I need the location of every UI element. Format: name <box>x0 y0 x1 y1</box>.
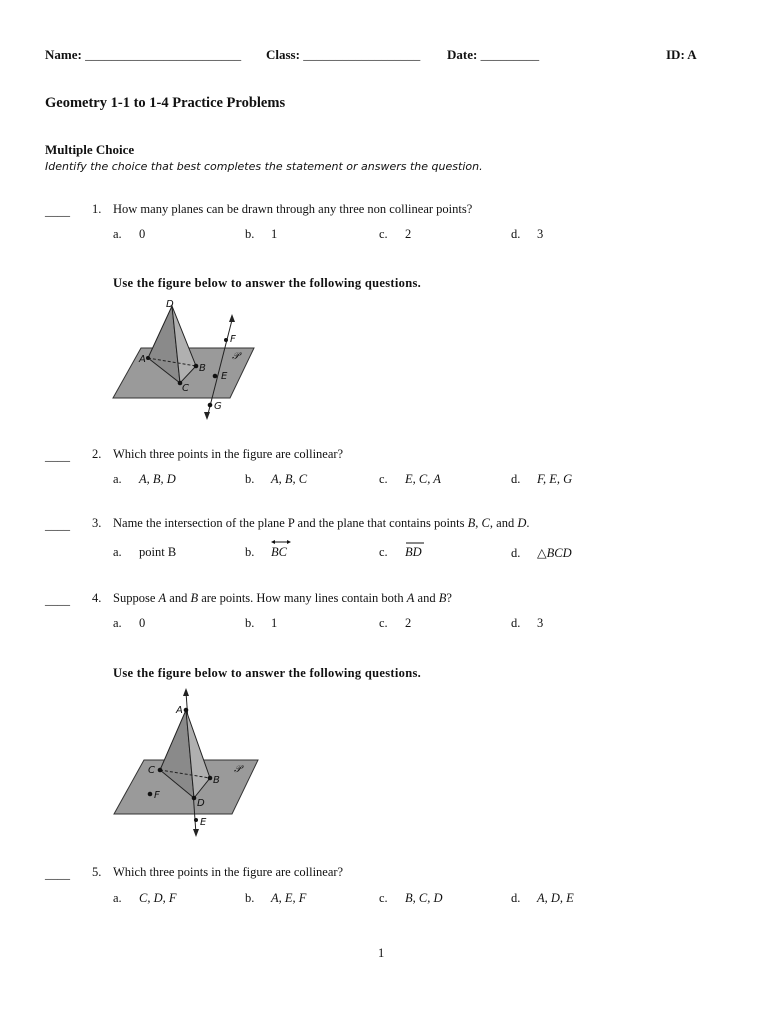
point-a-label: A <box>139 354 146 365</box>
answer-blank-3: ____ <box>45 518 70 532</box>
question-text-5: Which three points in the figure are collinear? <box>113 865 344 879</box>
date-field <box>447 47 539 63</box>
page-title: Geometry 1-1 to 1-4 Practice Problems <box>45 95 286 111</box>
option-2b: b. A, B, C <box>245 472 308 486</box>
point-e-label: E <box>200 817 207 828</box>
page-number: 1 <box>378 946 385 960</box>
question-text-3: Name the intersection of the plane P and the plane that contains points B, C, and D. <box>113 516 530 530</box>
question-number-4: 4. <box>92 591 102 605</box>
option-4b: b. 1 <box>245 616 278 630</box>
arrow-up <box>183 688 189 696</box>
point-f-label: F <box>154 790 160 801</box>
option-4d: d. 3 <box>511 616 544 630</box>
name-blank: ________________________ <box>85 47 242 62</box>
option-2a: a. A, B, D <box>113 472 176 486</box>
plane-p-label: 𝒫 <box>234 764 242 775</box>
answer-blank-1: ____ <box>45 204 70 218</box>
option-2d: d. F, E, G <box>511 472 573 486</box>
date-blank: _________ <box>480 47 540 62</box>
class-blank: __________________ <box>303 47 421 62</box>
plane-p-label: 𝒫 <box>232 351 240 362</box>
question-number-3: 3. <box>92 516 102 530</box>
overline-icon <box>405 539 425 545</box>
point-c-label: C <box>148 765 155 776</box>
section-instructions: Identify the choice that best completes the statement or answers the question. <box>45 160 483 173</box>
name-label: Name: <box>45 47 82 62</box>
arrow-down <box>193 829 199 837</box>
question-text-4: Suppose A and B are points. How many lines contain both A and B? <box>113 591 452 605</box>
question-number-5: 5. <box>92 865 102 879</box>
class-field <box>266 47 420 63</box>
point-f-label: F <box>230 334 236 345</box>
figure-1-tetrahedron <box>110 296 260 422</box>
option-3c: c. BD <box>379 545 422 560</box>
option-3b: b. BC <box>245 545 287 560</box>
option-1c: c. 2 <box>379 227 412 241</box>
question-number-1: 1. <box>92 202 102 216</box>
point-c-label: C <box>182 383 189 394</box>
point-g-label: G <box>214 401 222 412</box>
answer-blank-4: ____ <box>45 593 70 607</box>
line-bc-notation: BC <box>271 545 287 560</box>
point-e-label: E <box>221 371 228 382</box>
class-label: Class: <box>266 47 300 62</box>
point-d-label: D <box>197 798 205 809</box>
option-2c: c. E, C, A <box>379 472 441 486</box>
date-label: Date: <box>447 47 478 62</box>
answer-blank-2: ____ <box>45 449 70 463</box>
question-text-1: How many planes can be drawn through any three non collinear points? <box>113 202 473 216</box>
figure-instruction-2: Use the figure below to answer the following questions. <box>113 666 422 680</box>
option-1d: d. 3 <box>511 227 544 241</box>
section-heading: Multiple Choice <box>45 142 135 157</box>
point-b-label: B <box>213 775 220 786</box>
option-5c: c. B, C, D <box>379 891 443 905</box>
point-b-label: B <box>199 363 206 374</box>
point-d-label: D <box>166 299 174 310</box>
answer-blank-5: ____ <box>45 867 70 881</box>
double-arrow-icon <box>271 539 291 545</box>
figure-2-tetrahedron <box>112 688 262 838</box>
question-text-2: Which three points in the figure are collinear? <box>113 447 344 461</box>
segment-bd-notation: BD <box>405 545 422 560</box>
figure-instruction-1: Use the figure below to answer the following questions. <box>113 276 422 290</box>
option-5a: a. C, D, F <box>113 891 177 905</box>
option-1a: a. 0 <box>113 227 146 241</box>
option-1b: b. 1 <box>245 227 278 241</box>
option-5d: d. A, D, E <box>511 891 574 905</box>
id-label: ID: A <box>666 47 697 62</box>
option-4a: a. 0 <box>113 616 146 630</box>
name-field <box>45 47 241 63</box>
option-5b: b. A, E, F <box>245 891 307 905</box>
arrow-up <box>229 314 235 322</box>
option-4c: c. 2 <box>379 616 412 630</box>
option-3d: d. △BCD <box>511 546 572 560</box>
question-number-2: 2. <box>92 447 102 461</box>
option-3a: a. point B <box>113 545 177 559</box>
arrow-down <box>204 412 210 420</box>
point-a-label: A <box>176 705 183 716</box>
